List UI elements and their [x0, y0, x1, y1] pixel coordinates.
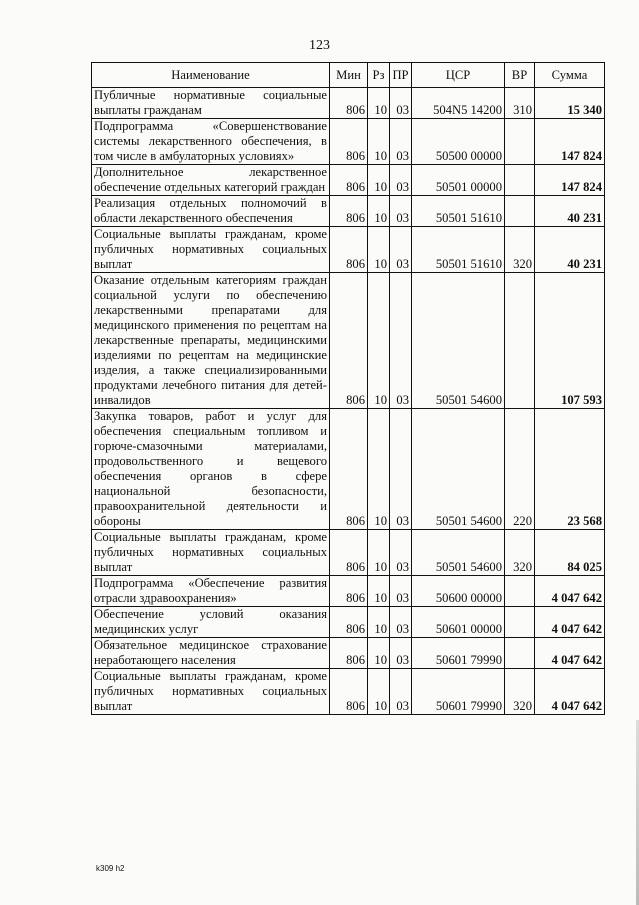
- header-sum: Сумма: [535, 63, 605, 88]
- cell-vr: 320: [505, 530, 535, 576]
- cell-vr: 220: [505, 409, 535, 530]
- cell-rz: 10: [368, 196, 390, 227]
- table-body: [92, 88, 605, 715]
- table-row: [92, 607, 605, 638]
- cell-rz: 10: [368, 227, 390, 273]
- cell-rz: 10: [368, 638, 390, 669]
- cell-pr: 03: [390, 273, 412, 409]
- cell-rz: 10: [368, 409, 390, 530]
- cell-vr: 320: [505, 669, 535, 715]
- cell-sum: 4 047 642: [535, 607, 605, 638]
- cell-rz: 10: [368, 165, 390, 196]
- cell-csr: 50601 79990: [412, 669, 505, 715]
- cell-min: 806: [330, 607, 368, 638]
- table-row: [92, 273, 605, 409]
- cell-pr: 03: [390, 669, 412, 715]
- cell-pr: 03: [390, 576, 412, 607]
- cell-min: 806: [330, 165, 368, 196]
- cell-csr: 50501 54600: [412, 409, 505, 530]
- header-row: [92, 63, 605, 88]
- cell-pr: 03: [390, 165, 412, 196]
- cell-sum: 15 340: [535, 88, 605, 119]
- header-min: Мин: [330, 63, 368, 88]
- cell-min: 806: [330, 196, 368, 227]
- cell-rz: 10: [368, 119, 390, 165]
- cell-csr: 50501 51610: [412, 196, 505, 227]
- cell-sum: 107 593: [535, 273, 605, 409]
- cell-name: Социальные выплаты гражданам, кроме публичных нормативных социальных выплат: [92, 669, 330, 715]
- cell-min: 806: [330, 88, 368, 119]
- cell-rz: 10: [368, 576, 390, 607]
- header-pr: ПР: [390, 63, 412, 88]
- header-rz: Рз: [368, 63, 390, 88]
- cell-name: Оказание отдельным категориям граждан социальной услуги по обеспечению лекарственными препаратами для медицинского применения по рецептам на лекарственные препараты, медицинскими изделиями по рецептам на медицинские изделия, а также специализированными продуктами лечебного питания для детей-инвалидов: [92, 273, 330, 409]
- table-row: [92, 88, 605, 119]
- cell-name: Закупка товаров, работ и услуг для обеспечения специальным топливом и горюче-смазочными материалами, продовольственного и вещевого обеспечения органов в сфере национальной безопасности, правоохранительной деятельности и обороны: [92, 409, 330, 530]
- cell-min: 806: [330, 227, 368, 273]
- cell-vr: [505, 576, 535, 607]
- cell-sum: 40 231: [535, 196, 605, 227]
- cell-pr: 03: [390, 530, 412, 576]
- cell-pr: 03: [390, 227, 412, 273]
- cell-csr: 50501 54600: [412, 273, 505, 409]
- cell-min: 806: [330, 273, 368, 409]
- cell-rz: 10: [368, 607, 390, 638]
- cell-vr: [505, 273, 535, 409]
- table-row: [92, 227, 605, 273]
- table-row: [92, 119, 605, 165]
- cell-rz: 10: [368, 273, 390, 409]
- cell-vr: [505, 165, 535, 196]
- cell-vr: [505, 638, 535, 669]
- cell-min: 806: [330, 119, 368, 165]
- cell-rz: 10: [368, 88, 390, 119]
- cell-pr: 03: [390, 638, 412, 669]
- cell-name: Реализация отдельных полномочий в области лекарственного обеспечения: [92, 196, 330, 227]
- cell-csr: 50600 00000: [412, 576, 505, 607]
- cell-csr: 50601 00000: [412, 607, 505, 638]
- cell-pr: 03: [390, 607, 412, 638]
- cell-rz: 10: [368, 530, 390, 576]
- cell-sum: 40 231: [535, 227, 605, 273]
- cell-vr: [505, 607, 535, 638]
- budget-table: [91, 62, 605, 715]
- cell-name: Обязательное медицинское страхование неработающего населения: [92, 638, 330, 669]
- cell-pr: 03: [390, 88, 412, 119]
- cell-sum: 4 047 642: [535, 669, 605, 715]
- cell-vr: 310: [505, 88, 535, 119]
- table-row: [92, 669, 605, 715]
- cell-sum: 4 047 642: [535, 638, 605, 669]
- cell-name: Публичные нормативные социальные выплаты гражданам: [92, 88, 330, 119]
- table-row: [92, 530, 605, 576]
- table-row: [92, 576, 605, 607]
- table-row: [92, 638, 605, 669]
- cell-csr: 50501 54600: [412, 530, 505, 576]
- cell-name: Подпрограмма «Обеспечение развития отрасли здравоохранения»: [92, 576, 330, 607]
- header-vr: ВР: [505, 63, 535, 88]
- cell-min: 806: [330, 638, 368, 669]
- cell-csr: 50601 79990: [412, 638, 505, 669]
- cell-min: 806: [330, 576, 368, 607]
- cell-sum: 147 824: [535, 165, 605, 196]
- cell-rz: 10: [368, 669, 390, 715]
- cell-csr: 504N5 14200: [412, 88, 505, 119]
- cell-sum: 84 025: [535, 530, 605, 576]
- header-csr: ЦСР: [412, 63, 505, 88]
- cell-name: Подпрограмма «Совершенствование системы лекарственного обеспечения, в том числе в амбулаторных условиях»: [92, 119, 330, 165]
- cell-vr: [505, 196, 535, 227]
- cell-vr: 320: [505, 227, 535, 273]
- page-number: 123: [309, 38, 330, 53]
- table-row: [92, 165, 605, 196]
- cell-csr: 50501 00000: [412, 165, 505, 196]
- cell-name: Социальные выплаты гражданам, кроме публичных нормативных социальных выплат: [92, 530, 330, 576]
- footer-code: k309 h2: [96, 864, 125, 873]
- table-row: [92, 196, 605, 227]
- cell-sum: 4 047 642: [535, 576, 605, 607]
- cell-sum: 23 568: [535, 409, 605, 530]
- cell-sum: 147 824: [535, 119, 605, 165]
- cell-pr: 03: [390, 196, 412, 227]
- cell-csr: 50501 51610: [412, 227, 505, 273]
- cell-min: 806: [330, 669, 368, 715]
- cell-name: Обеспечение условий оказания медицинских услуг: [92, 607, 330, 638]
- cell-pr: 03: [390, 409, 412, 530]
- cell-name: Социальные выплаты гражданам, кроме публичных нормативных социальных выплат: [92, 227, 330, 273]
- cell-name: Дополнительное лекарственное обеспечение отдельных категорий граждан: [92, 165, 330, 196]
- cell-pr: 03: [390, 119, 412, 165]
- cell-min: 806: [330, 530, 368, 576]
- cell-vr: [505, 119, 535, 165]
- header-name: Наименование: [92, 63, 330, 88]
- cell-csr: 50500 00000: [412, 119, 505, 165]
- cell-min: 806: [330, 409, 368, 530]
- table-row: [92, 409, 605, 530]
